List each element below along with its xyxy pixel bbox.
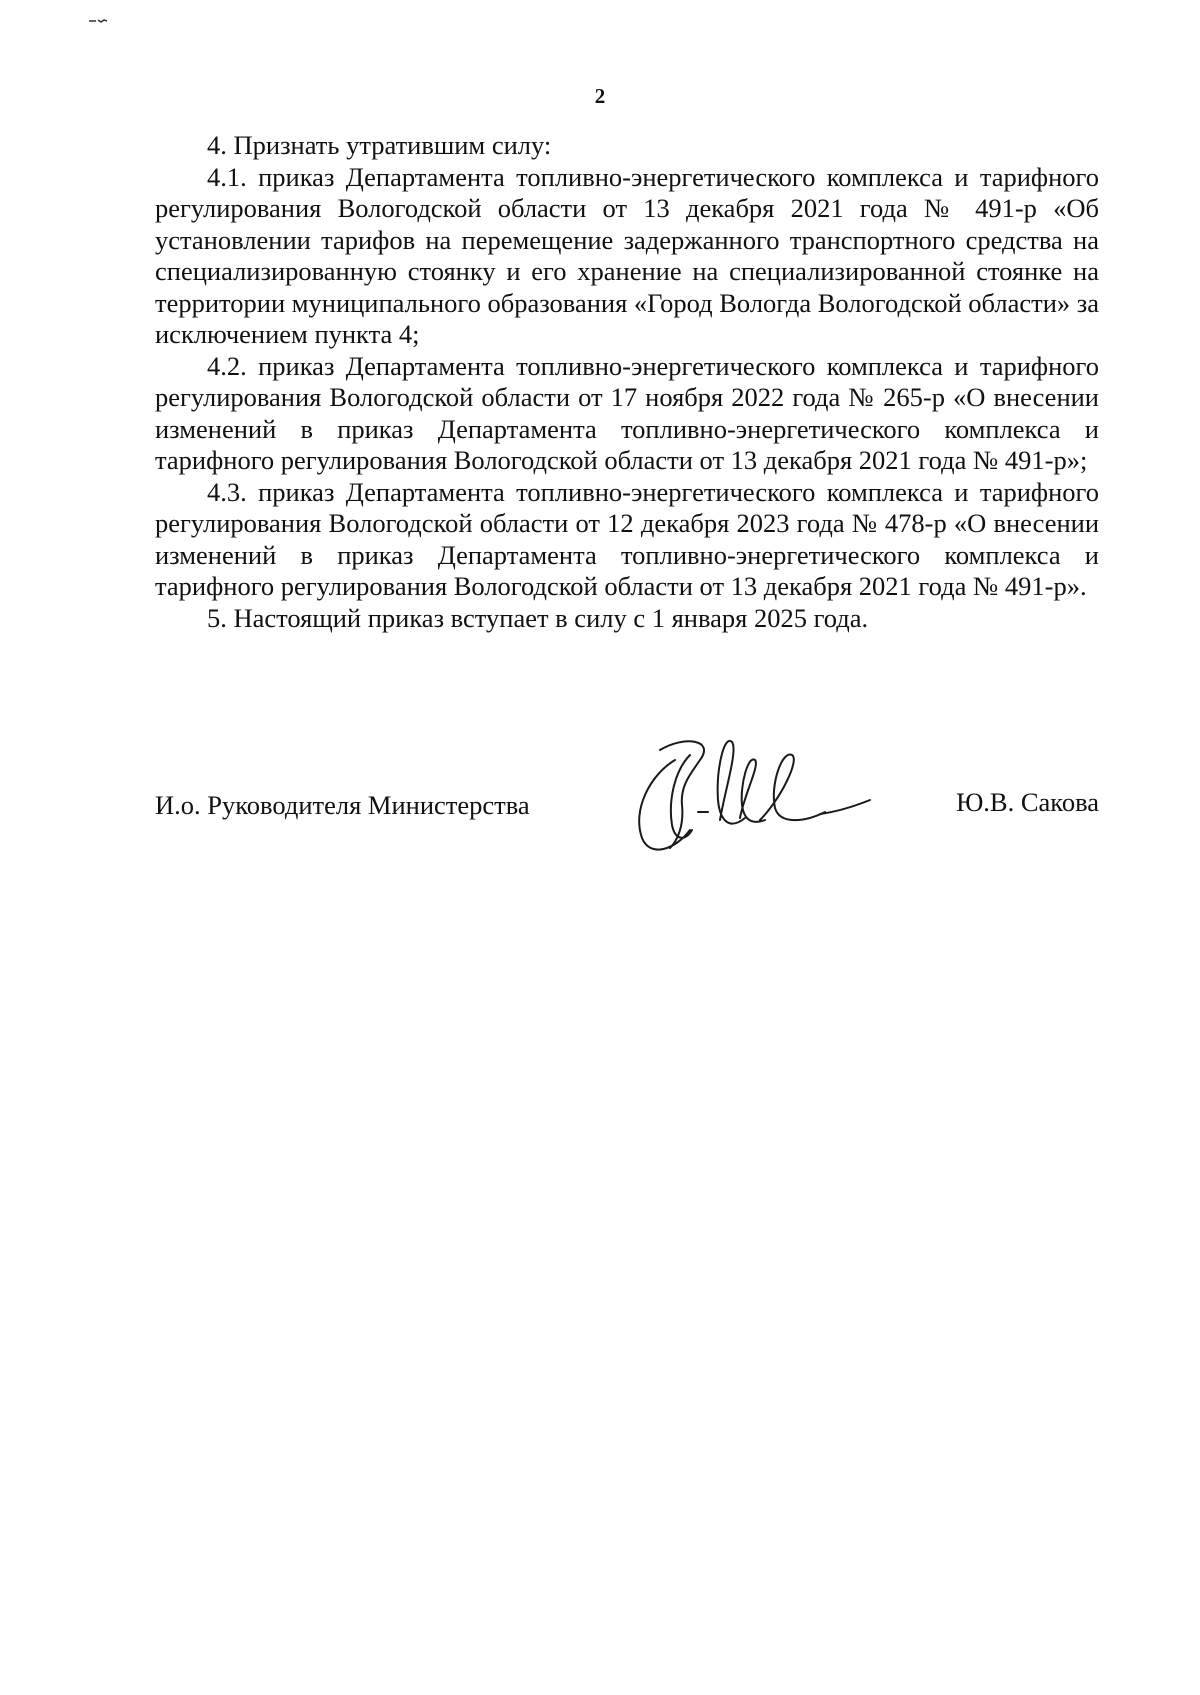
paragraph-4-2: 4.2. приказ Департамента топливно-энергетического комплекса и тарифного регулирования Вологодской области от 17 ноября 2022 года № 265-р «О внесении изменений в приказ Департамента топливно-энергетического комплекса и тарифного регулирования Вологодской области от 13 декабря 2021 года № 491-р»; bbox=[155, 350, 1099, 475]
paragraph-4: 4. Признать утратившим силу: bbox=[207, 130, 552, 160]
page-number: 2 bbox=[594, 84, 606, 108]
paragraph-5: 5. Настоящий приказ вступает в силу с 1 января 2025 года. bbox=[207, 602, 869, 633]
signer-title: И.о. Руководителя Министерства bbox=[155, 790, 530, 820]
paragraph-4-1: 4.1. приказ Департамента топливно-энергетического комплекса и тарифного регулирования Вологодской области от 13 декабря 2021 года № 491-р «Об установлении тарифов на перемещение задержанного транспортного средства на специализированную стоянку и его хранение на специализированной стоянке на территории муниципального образования «Город Вологда Вологодской области» за исключением пункта 4; bbox=[155, 161, 1099, 349]
signer-name: Ю.В. Сакова bbox=[956, 787, 1099, 817]
scan-artifact-mark bbox=[88, 18, 108, 24]
document-body bbox=[155, 130, 1099, 634]
paragraph-4-3: 4.3. приказ Департамента топливно-энергетического комплекса и тарифного регулирования Вологодской области от 12 декабря 2023 года № 478-р «О внесении изменений в приказ Департамента топливно-энергетического комплекса и тарифного регулирования Вологодской области от 13 декабря 2021 года № 491-р». bbox=[155, 476, 1099, 601]
handwritten-signature bbox=[620, 730, 890, 860]
